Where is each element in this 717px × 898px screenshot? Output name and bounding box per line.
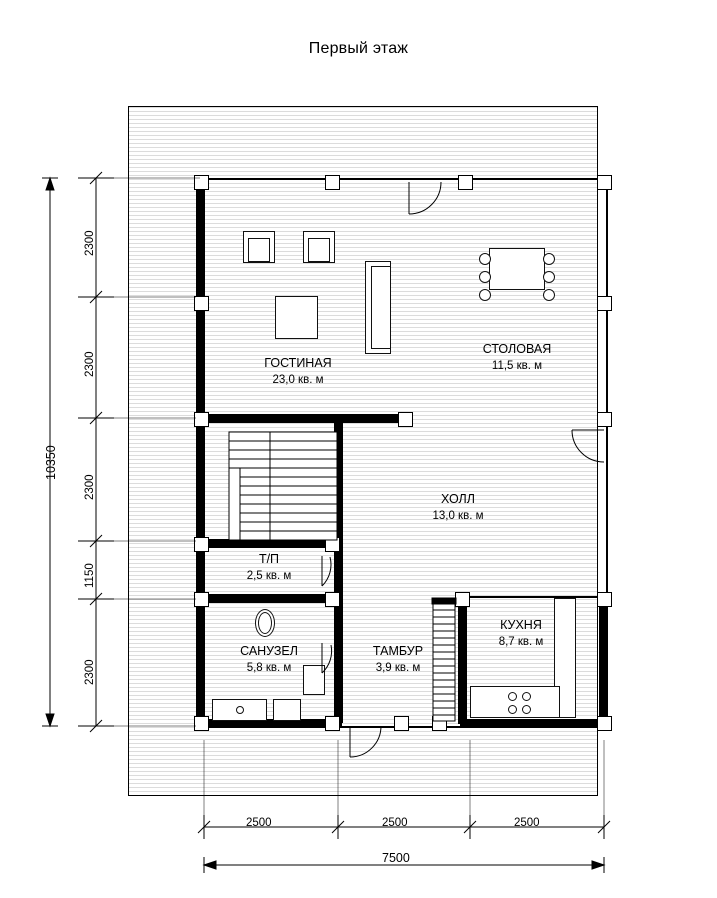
- sofa-seat: [371, 266, 391, 349]
- bathtub-drain: [236, 706, 244, 714]
- wall-hall-west: [334, 418, 343, 723]
- room-label-living: [238, 355, 358, 389]
- dim-horizontal-total: 7500: [382, 851, 410, 865]
- post: [325, 175, 340, 190]
- room-name: ХОЛЛ: [441, 492, 475, 506]
- post: [597, 175, 612, 190]
- room-label-tp: [209, 551, 329, 585]
- post: [325, 537, 340, 552]
- post: [194, 592, 209, 607]
- dining-chair: [543, 271, 555, 283]
- post: [194, 537, 209, 552]
- wall-left-exterior: [196, 178, 205, 728]
- room-name: ГОСТИНАЯ: [264, 356, 332, 370]
- toilet-bowl: [258, 612, 272, 634]
- wall-right-exterior: [606, 178, 608, 598]
- post: [398, 412, 413, 427]
- wall-stairs-south: [196, 539, 342, 548]
- post: [394, 716, 409, 731]
- post: [458, 175, 473, 190]
- post: [597, 716, 612, 731]
- room-name: СТОЛОВАЯ: [482, 342, 552, 356]
- dim-vertical-seg-5: 2300: [84, 659, 96, 685]
- page-title: Первый этаж: [308, 40, 409, 57]
- stove-burner: [508, 692, 517, 701]
- armchair-seat: [248, 238, 270, 262]
- dim-vertical-seg-1: 2300: [84, 230, 96, 256]
- washing-machine: [273, 699, 301, 721]
- wall-top-exterior: [196, 178, 608, 180]
- armchair-seat: [308, 238, 330, 262]
- room-name: ТАМБУР: [372, 644, 424, 658]
- dim-vertical-seg-3: 2300: [84, 474, 96, 500]
- post: [597, 296, 612, 311]
- post: [194, 716, 209, 731]
- stove-burner: [508, 705, 517, 714]
- room-area: 2,5 кв. м: [246, 570, 292, 582]
- dim-vertical-seg-4: 1150: [84, 563, 96, 588]
- post: [194, 175, 209, 190]
- dining-table: [489, 248, 545, 290]
- post: [455, 592, 470, 607]
- room-area: 11,5 кв. м: [491, 360, 543, 372]
- wall-right-exterior-lower: [599, 596, 608, 728]
- dining-chair: [479, 271, 491, 283]
- dim-horizontal-seg-3: 2500: [514, 817, 540, 829]
- dim-horizontal-seg-2: 2500: [382, 817, 408, 829]
- post: [325, 592, 340, 607]
- post: [597, 412, 612, 427]
- room-label-bathroom: [209, 643, 329, 677]
- wall-tp-south: [196, 594, 342, 603]
- room-area: 13,0 кв. м: [432, 510, 484, 522]
- post: [325, 716, 340, 731]
- stove-burner: [522, 705, 531, 714]
- post: [432, 716, 447, 731]
- room-label-tambour: [343, 643, 453, 677]
- room-label-kitchen: [466, 617, 576, 651]
- post: [194, 296, 209, 311]
- room-name: КУХНЯ: [500, 618, 542, 632]
- wall-bottom-kitchen-thick: [460, 719, 608, 728]
- room-label-hall: [398, 491, 518, 525]
- room-label-dining: [457, 341, 577, 375]
- dining-chair: [479, 253, 491, 265]
- post: [194, 412, 209, 427]
- wall-tambour-east: [458, 596, 467, 724]
- dining-chair: [543, 289, 555, 301]
- room-area: 8,7 кв. м: [498, 636, 544, 648]
- wall-kitchen-north: [460, 596, 608, 598]
- room-name: САНУЗЕЛ: [240, 644, 298, 658]
- wall-living-room-south: [196, 414, 412, 423]
- coffee-table: [275, 296, 318, 339]
- dim-horizontal-seg-1: 2500: [246, 817, 272, 829]
- dim-vertical-total: 10350: [44, 445, 58, 480]
- dining-chair: [479, 289, 491, 301]
- dim-vertical-seg-2: 2300: [84, 351, 96, 377]
- post: [597, 592, 612, 607]
- room-area: 3,9 кв. м: [375, 662, 421, 674]
- room-area: 5,8 кв. м: [246, 662, 292, 674]
- room-name: Т/П: [258, 552, 280, 566]
- dining-chair: [543, 253, 555, 265]
- room-area: 23,0 кв. м: [272, 374, 324, 386]
- stove-burner: [522, 692, 531, 701]
